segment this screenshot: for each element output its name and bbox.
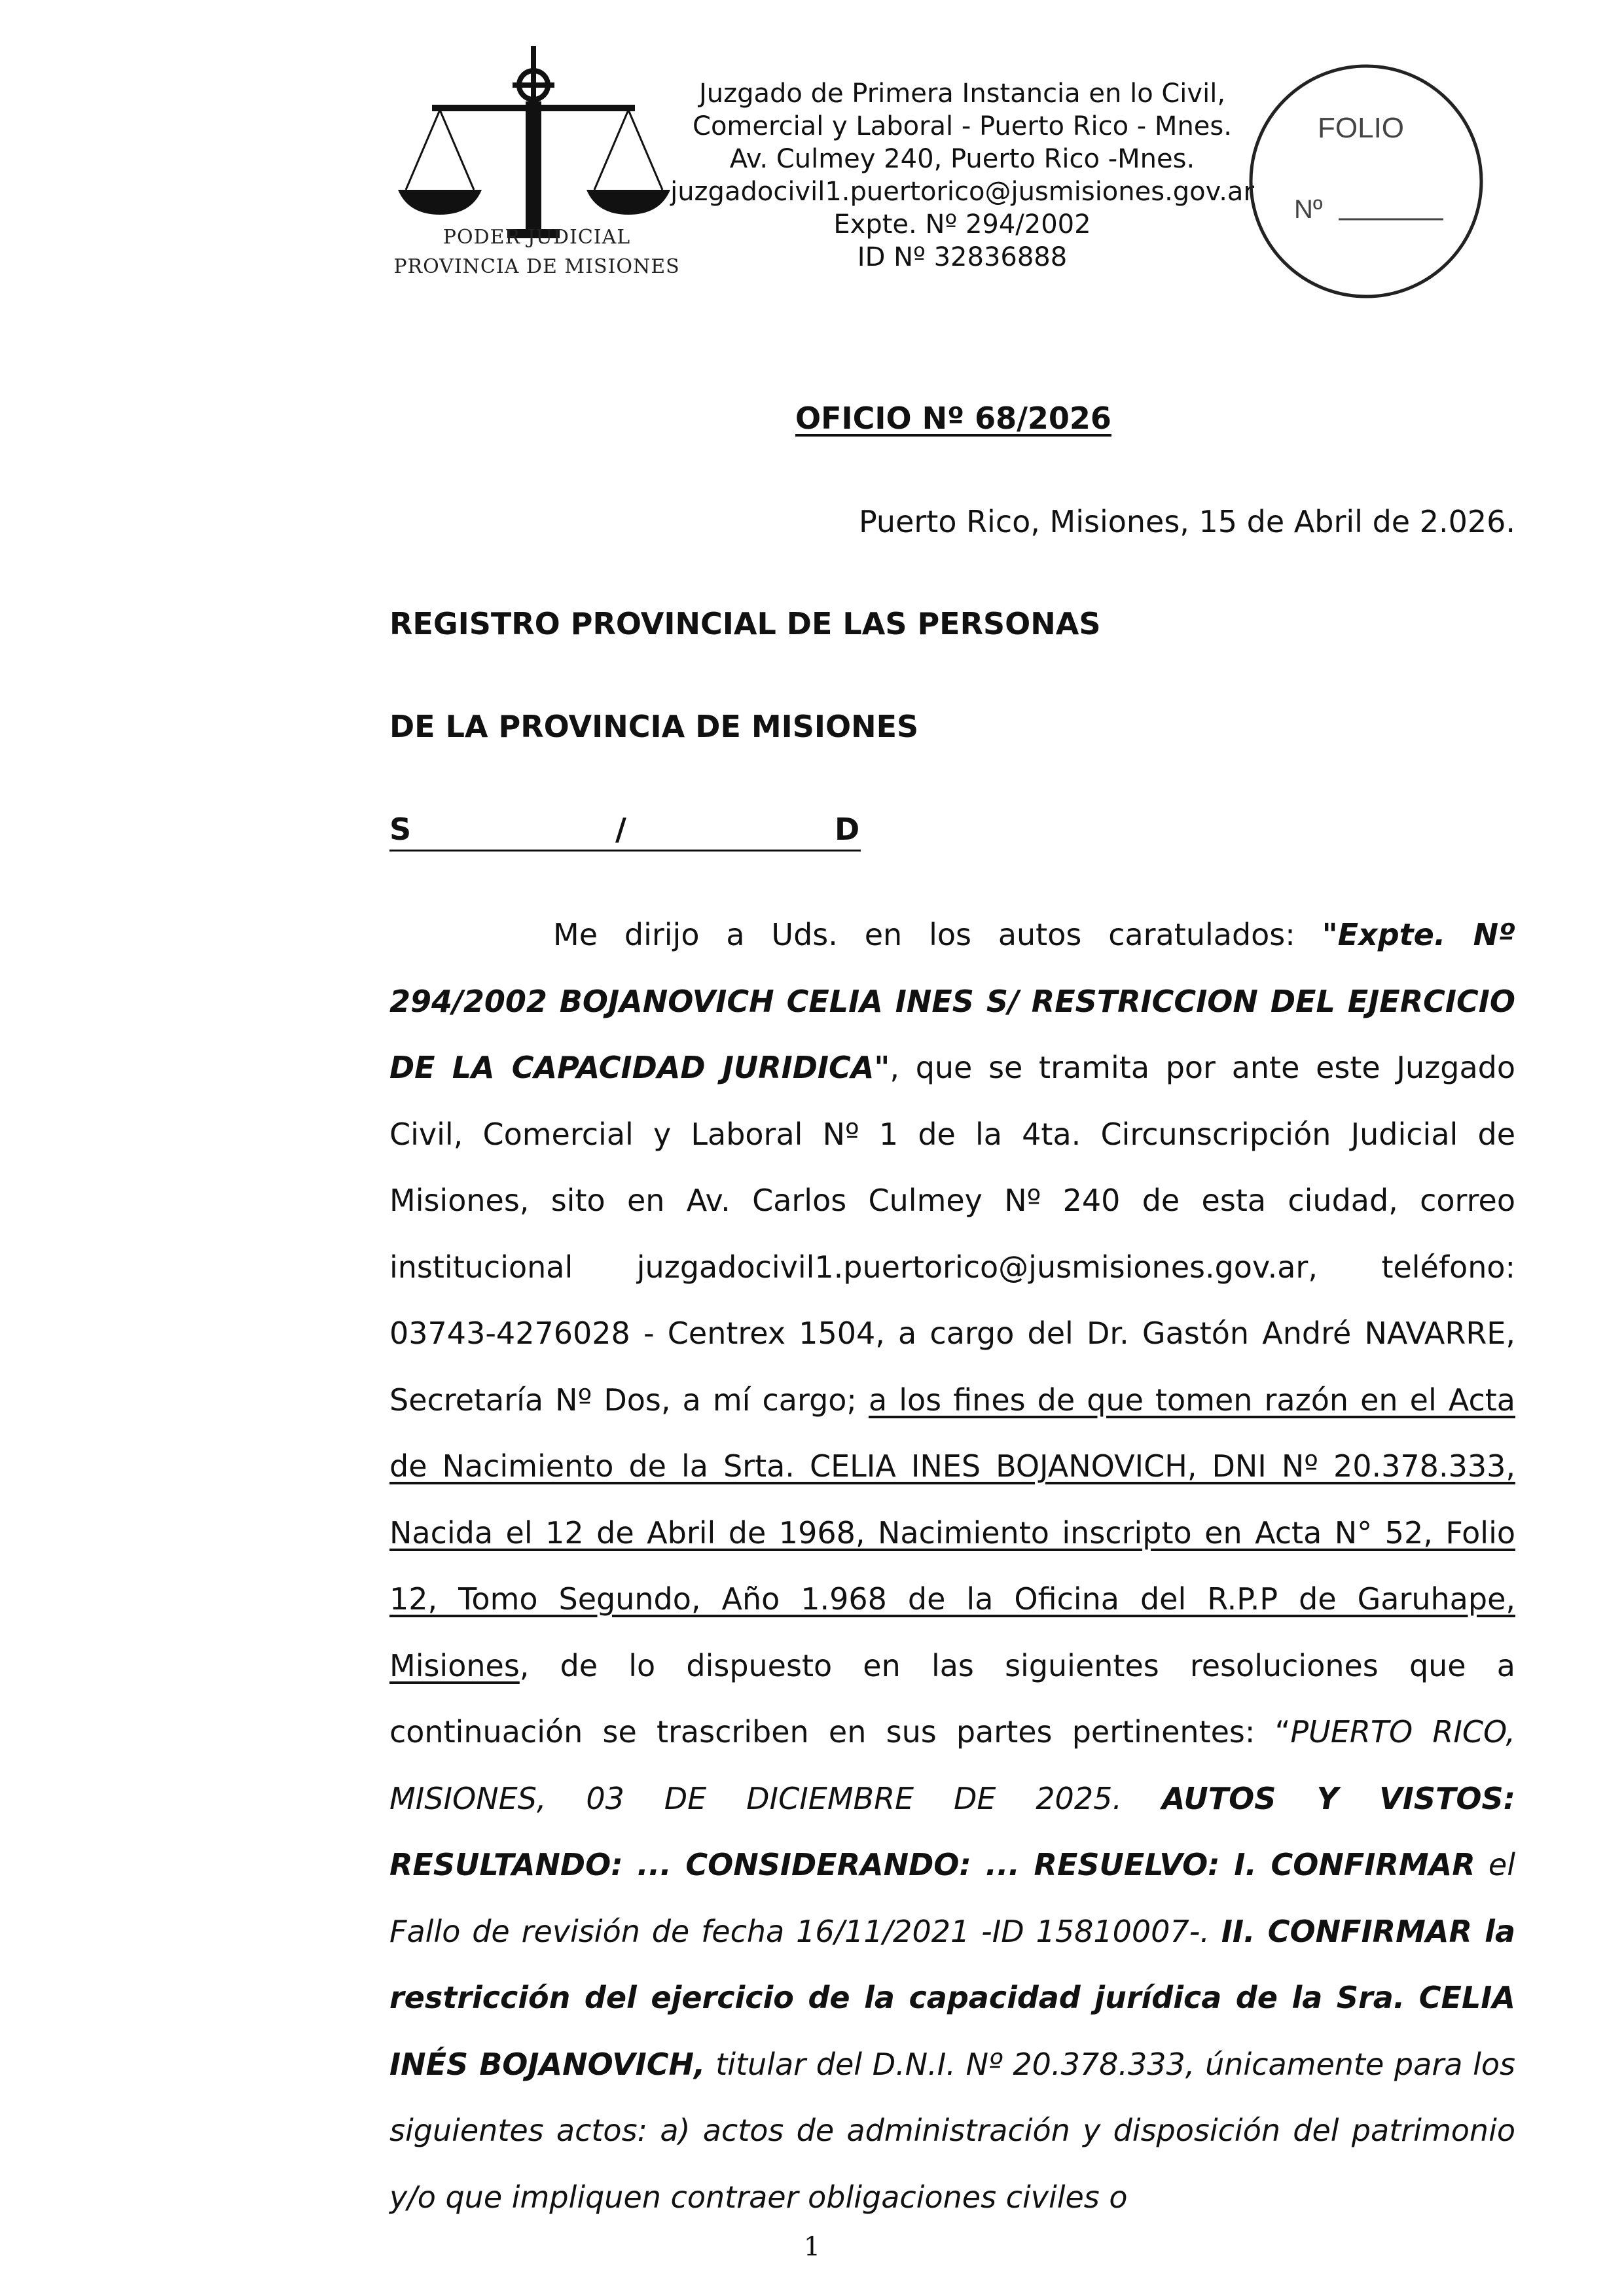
salutation-sd [389, 812, 861, 851]
sd-right: D [835, 812, 860, 847]
resolution-point-ii: II. CONFIRMAR la restricción del ejercicio de la capacidad jurídica de la Sra. CELIA INÉS BOJANOVICH, [389, 1913, 1515, 2082]
folio-number-label: Nº [1294, 195, 1323, 224]
folio-circle [1251, 66, 1481, 296]
court-line: Juzgado de Primera Instancia en lo Civil, [698, 79, 1226, 109]
body-paragraph [389, 902, 1515, 2231]
resolution-date: PUERTO RICO, MISIONES, 03 DE DICIEMBRE DE 2025. [389, 1714, 1515, 1816]
case-caption: Expte. Nº 294/2002 BOJANOVICH CELIA INES S/ RESTRICCION DEL EJERCICIO DE LA CAPACIDAD JURIDICA [389, 917, 1516, 1085]
court-email: juzgadocivil1.puertorico@jusmisiones.gov.ar [670, 177, 1254, 207]
addressee-line-1: REGISTRO PROVINCIAL DE LAS PERSONAS [389, 606, 1101, 641]
resolution-continued: titular del D.N.I. Nº 20.378.333, únicamente para los siguientes actos: a) actos de administración y disposición del patrimonio y/o que impliquen contraer obligaciones civiles o [389, 2046, 1515, 2215]
place-date: Puerto Rico, Misiones, 15 de Abril de 2.026. [858, 504, 1515, 539]
body-intro: Me dirijo a Uds. en los autos caratulados: [553, 917, 1322, 952]
oficio-title: OFICIO Nº 68/2026 [795, 401, 1111, 436]
addressee-line-2: DE LA PROVINCIA DE MISIONES [389, 709, 919, 744]
sd-mid: / [615, 812, 626, 847]
logo-line-2: PROVINCIA DE MISIONES [393, 255, 680, 278]
poder-judicial-logo [393, 39, 681, 295]
court-line: Comercial y Laboral - Puerto Rico - Mnes. [693, 111, 1232, 141]
page-number: 1 [803, 2232, 821, 2262]
resolution-intro: , de lo dispuesto en las siguientes resoluciones que a continuación se trascriben en sus partes pertinentes: “ [389, 1647, 1515, 1749]
quote-close: " [874, 1050, 890, 1085]
folio-stamp [1247, 62, 1486, 301]
resolution-text: el Fallo de revisión de fecha 16/11/2021 -ID 15810007-. [389, 1847, 1515, 1949]
court-header [668, 77, 1257, 274]
court-line: Av. Culmey 240, Puerto Rico -Mnes. [729, 144, 1195, 174]
folio-label: FOLIO [1318, 112, 1405, 144]
document-id: ID Nº 32836888 [857, 242, 1068, 272]
sd-underline [389, 850, 861, 852]
resolution-heading: AUTOS Y VISTOS: RESULTANDO: ... CONSIDERANDO: ... RESUELVO: I. CONFIRMAR [389, 1780, 1515, 1882]
court-details: , que se tramita por ante este Juzgado Civil, Comercial y Laboral Nº 1 de la 4ta. Circunscripción Judicial de Misiones, sito en Av. Carlos Culmey Nº 240 de esta ciudad, correo institucional juzgadocivil1.puertorico@jusmisiones.gov.ar, teléfono: 03743-4276028 - Centrex 1504, a cargo del Dr. Gastón André NAVARRE, Secretaría Nº Dos, a mí cargo; [389, 1050, 1515, 1418]
case-number: Expte. Nº 294/2002 [833, 209, 1091, 240]
registration-details: a los fines de que tomen razón en el Acta de Nacimiento de la Srta. CELIA INES BOJANOVICH, DNI Nº 20.378.333, Nacida el 12 de Abril de 1968, Nacimiento inscripto en Acta N° 52, Folio 12, Tomo Segundo, Año 1.968 de la Oficina del R.P.P de Garuhape, Misiones [389, 1382, 1515, 1683]
logo-line-1: PODER JUDICIAL [442, 226, 631, 249]
body-text [389, 902, 1515, 2231]
quote-open: " [1322, 917, 1338, 952]
sd-left: S [389, 812, 412, 847]
